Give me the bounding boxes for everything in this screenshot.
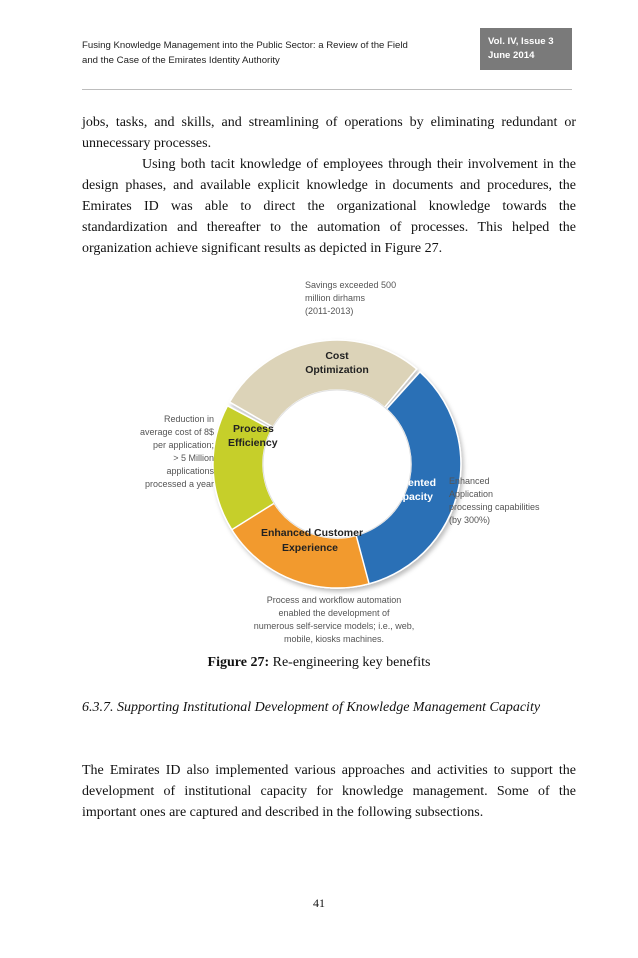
issue-date: June 2014 bbox=[488, 50, 535, 61]
segment-label: Optimization bbox=[305, 364, 369, 376]
page-number: 41 bbox=[313, 896, 325, 910]
annotation-line: applications bbox=[166, 466, 214, 476]
annotation-line: average cost of 8$ bbox=[139, 427, 214, 437]
annotation-line: million dirhams bbox=[305, 293, 366, 303]
header-title-line: Fusing Knowledge Management into the Public Sector: a Review of the Field bbox=[82, 40, 408, 51]
annotation-right bbox=[449, 476, 540, 525]
ring-center bbox=[260, 390, 411, 539]
paragraph-1: jobs, tasks, and skills, and streamlining of operations by eliminating redundant or unnecessary processes. bbox=[82, 115, 576, 151]
segment-label: Augmented bbox=[378, 477, 436, 489]
annotation-line: processing capabilities bbox=[449, 502, 540, 512]
annotation-bottom bbox=[254, 595, 415, 644]
annotation-line: Application bbox=[449, 489, 494, 499]
segment-label: Enhanced Customer bbox=[260, 527, 364, 539]
annotation-line: enabled the development of bbox=[278, 608, 390, 618]
section-heading: 6.3.7. Supporting Institutional Development of Knowledge Management Capacity bbox=[82, 700, 541, 715]
segment-label: Capacity bbox=[389, 491, 433, 503]
annotation-line: numerous self-service models; i.e., web, bbox=[253, 621, 415, 631]
annotation-line: Enhanced bbox=[449, 476, 490, 486]
segment-label: Cost bbox=[325, 350, 349, 362]
annotation-line: Process and workflow automation bbox=[266, 595, 402, 605]
annotation-top bbox=[305, 280, 396, 316]
annotation-line: (2011-2013) bbox=[305, 306, 354, 316]
annotation-line: per application; bbox=[152, 440, 214, 450]
volume-label: Vol. IV, Issue 3 bbox=[488, 36, 554, 47]
paragraph-2: Using both tacit knowledge of employees through their involvement in the design phases, and available explicit knowledge in documents and procedures, the Emirates ID was able to direct the organizational knowledge towards the standardization and thereafter to the automation of processes. This helped the organization achieve significant results as depicted in Figure 27. bbox=[82, 157, 576, 256]
header-title-line: and the Case of the Emirates Identity Authority bbox=[82, 55, 280, 66]
segment-label: Efficiency bbox=[228, 437, 278, 449]
annotation-line: mobile, kiosks machines. bbox=[283, 634, 385, 644]
segment-label: Process bbox=[233, 423, 274, 435]
segment-label: Experience bbox=[281, 542, 339, 554]
annotation-line: > 5 Million bbox=[173, 453, 214, 463]
annotation-line: Savings exceeded 500 bbox=[305, 280, 397, 290]
figure-caption-text: Re-engineering key benefits bbox=[269, 655, 431, 670]
annotation-left bbox=[140, 414, 215, 489]
figure-caption-label: Figure 27: bbox=[207, 655, 270, 670]
annotation-line: processed a year bbox=[144, 479, 214, 489]
paragraph-3: The Emirates ID also implemented various approaches and activities to support the development of institutional capacity for knowledge management. Some of the important ones are captured and described in the following subsections. bbox=[82, 763, 576, 820]
figure-caption bbox=[0, 655, 638, 671]
annotation-line: (by 300%) bbox=[449, 515, 491, 525]
annotation-line: Reduction in bbox=[163, 414, 214, 424]
